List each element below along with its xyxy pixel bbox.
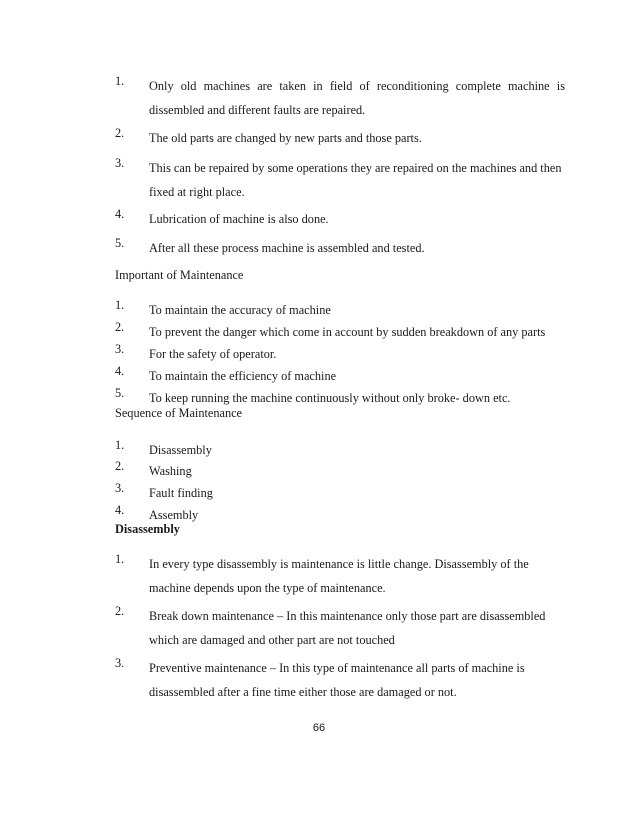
section-heading: Sequence of Maintenance <box>115 406 243 420</box>
item-text: Preventive maintenance – In this type of maintenance all parts of machine is <box>149 661 525 675</box>
item-text: Lubrication of machine is also done. <box>149 212 329 226</box>
item-number: 1. <box>115 552 125 566</box>
item-number: 1. <box>115 74 125 88</box>
item-text: In every type disassembly is maintenance is little change. Disassembly of the <box>149 557 529 571</box>
item-number: 5. <box>115 386 125 400</box>
item-text: Only old machines are taken in field of reconditioning complete machine is <box>149 79 565 93</box>
item-text: which are damaged and other part are not touched <box>149 633 395 647</box>
item-text: Disassembly <box>149 443 212 457</box>
item-number: 3. <box>115 156 125 170</box>
item-number: 4. <box>115 207 125 221</box>
item-number: 5. <box>115 236 125 250</box>
item-number: 4. <box>115 503 125 517</box>
item-text: After all these process machine is assembled and tested. <box>149 241 425 255</box>
item-number: 1. <box>115 438 125 452</box>
item-text: machine depends upon the type of maintenance. <box>149 581 386 595</box>
item-text: To keep running the machine continuously without only broke- down etc. <box>149 391 511 405</box>
item-number: 1. <box>115 298 125 312</box>
item-text: dissembled and different faults are repaired. <box>149 103 366 117</box>
item-number: 3. <box>115 342 125 356</box>
item-text: Assembly <box>149 508 199 522</box>
item-text: This can be repaired by some operations they are repaired on the machines and then <box>149 161 562 175</box>
item-number: 4. <box>115 364 125 378</box>
item-text: To maintain the accuracy of machine <box>149 303 331 317</box>
item-number: 2. <box>115 604 125 618</box>
item-text: To prevent the danger which come in account by sudden breakdown of any parts <box>149 325 546 339</box>
item-text: fixed at right place. <box>149 185 245 199</box>
item-text: Fault finding <box>149 486 213 500</box>
section-heading: Disassembly <box>115 522 180 536</box>
item-number: 2. <box>115 126 125 140</box>
item-text: Break down maintenance – In this maintenance only those part are disassembled <box>149 609 546 623</box>
item-number: 3. <box>115 481 125 495</box>
page-number: 66 <box>312 722 326 734</box>
item-text: disassembled after a fine time either those are damaged or not. <box>149 685 457 699</box>
section-heading: Important of Maintenance <box>115 268 244 282</box>
item-text: To maintain the efficiency of machine <box>149 369 337 383</box>
item-text: The old parts are changed by new parts and those parts. <box>149 131 422 145</box>
item-number: 2. <box>115 320 125 334</box>
item-number: 2. <box>115 459 125 473</box>
item-text: Washing <box>149 464 192 478</box>
item-number: 3. <box>115 656 125 670</box>
item-text: For the safety of operator. <box>149 347 277 361</box>
